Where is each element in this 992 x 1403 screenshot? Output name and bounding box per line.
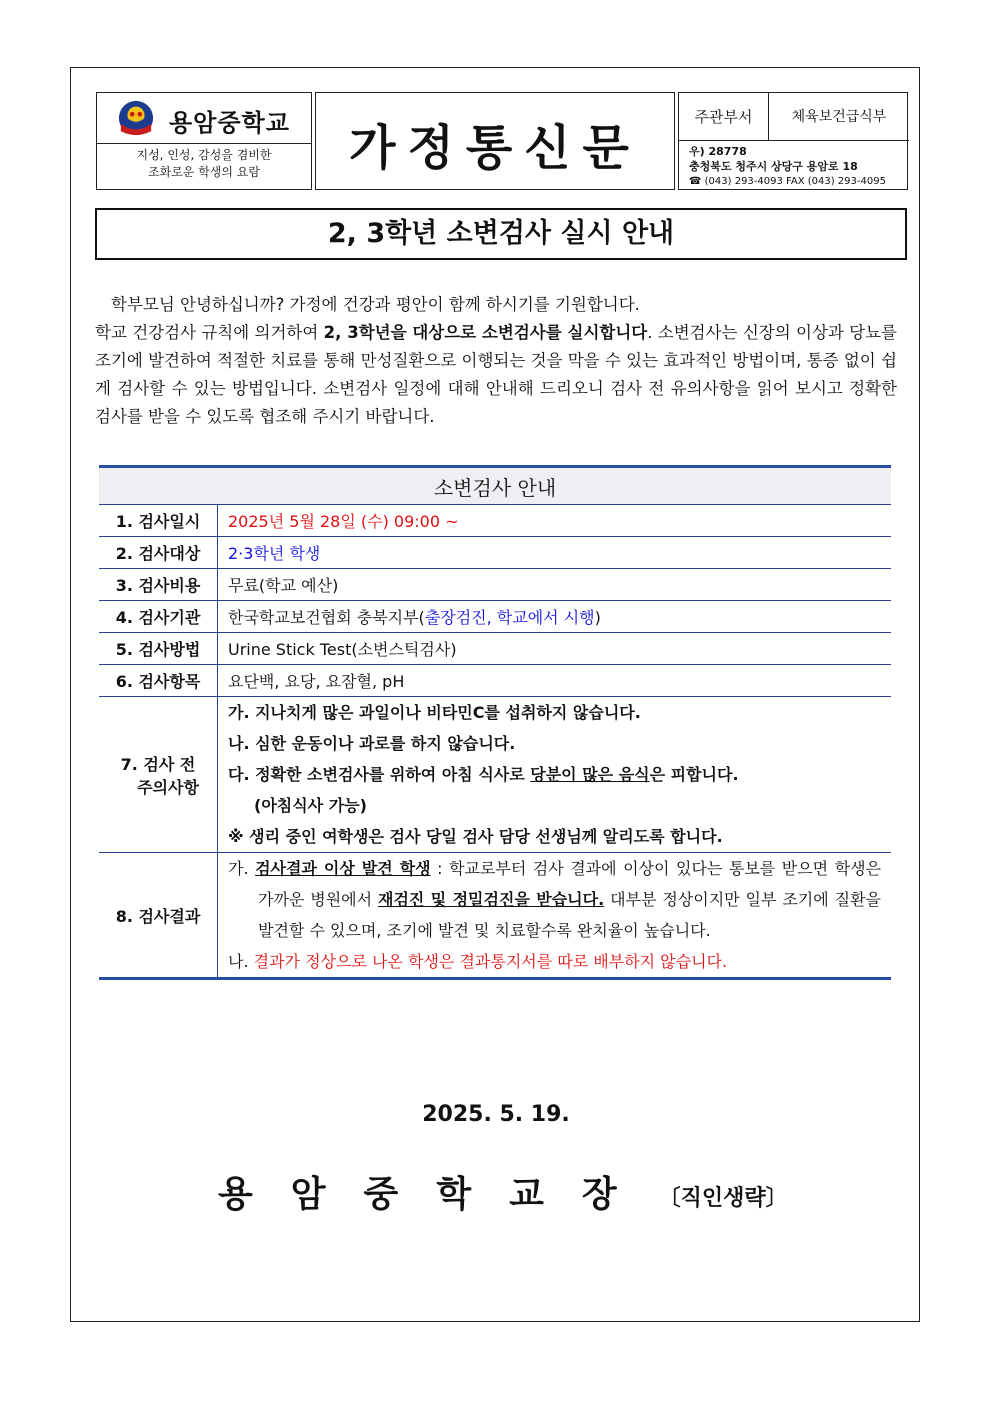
page-title: 가정통신문: [349, 120, 641, 176]
row-label: 6. 검사항목: [99, 665, 218, 697]
signature-line: [218, 1166, 788, 1217]
row-label: 5. 검사방법: [99, 633, 218, 665]
result-highlight: 재검진 및 정밀검진을 받습니다.: [378, 890, 605, 909]
row-value: Urine Stick Test(소변스틱검사): [218, 633, 892, 665]
row-label: 1. 검사일시: [99, 505, 218, 537]
row-value: 무료(학교 예산): [218, 569, 892, 601]
result-list: [218, 853, 892, 979]
caution-list: [218, 697, 892, 853]
intro-part: . 소변검사는 신장의 이상과 당뇨를 조기에 발견하여 적절한 치료를 통해 만성질환으로 이행되는 것을 막을 수 있는 효과적인 방법이며, 통증 없이 쉽게 검사할 수 있는 방법입니다. 소변검사 일정에 대해 안내해 드리오니 검사 전 유의사항을 읽어 보시고 정확한 검사를 받을 수 있도록 협조해 주시기 바랍니다.: [95, 323, 897, 426]
greeting: 학부모님 안녕하십니까? 가정에 건강과 평안이 함께 하시기를 기원합니다.: [111, 295, 640, 314]
label-line: 7. 검사 전: [120, 754, 196, 774]
result-highlight: 검사결과 이상 발견 학생: [255, 859, 431, 878]
table-row: [99, 569, 891, 601]
school-box: [96, 92, 312, 190]
school-logo-icon: [117, 99, 155, 137]
school-name: 용암중학교: [169, 109, 290, 137]
result-item: [228, 853, 881, 946]
caution-item: 나. 심한 운동이나 과로를 하지 않습니다.: [228, 734, 516, 753]
row-value: 요단백, 요당, 요잠혈, pH: [218, 665, 892, 697]
notice-subject: 2, 3학년 소변검사 실시 안내: [95, 208, 907, 260]
table-row: [99, 697, 891, 853]
caution-item: 가. 지나치게 많은 과일이나 비타민C를 섭취하지 않습니다.: [228, 703, 641, 722]
row-label: 3. 검사비용: [99, 569, 218, 601]
caution-note: ※ 생리 중인 여학생은 검사 당일 검사 담당 선생님께 알리도록 합니다.: [228, 827, 723, 846]
dept-value: 체육보건급식부: [769, 93, 909, 141]
school-motto: [97, 147, 311, 181]
label-line: 주의사항: [137, 777, 199, 797]
letterhead: [96, 92, 908, 190]
motto-line: 조화로운 학생의 요람: [148, 165, 260, 179]
table-row: [99, 537, 891, 569]
row-label: 4. 검사기관: [99, 601, 218, 633]
info-box: [678, 92, 908, 190]
value-highlight: 출장검진, 학교에서 시행: [424, 608, 595, 627]
result-item: [228, 946, 881, 977]
row-value: [218, 601, 892, 633]
item-prefix: 가.: [228, 859, 256, 878]
title-box: [315, 92, 675, 190]
intro-text: [95, 291, 897, 431]
guide-table: [99, 465, 891, 980]
intro-paragraph: [95, 319, 897, 431]
row-value: 2025년 5월 28일 (수) 09:00 ~: [218, 505, 892, 537]
dept-label: 주관부서: [679, 93, 769, 141]
table-heading: 소변검사 안내: [99, 467, 891, 505]
table-row: [99, 633, 891, 665]
issue-date: 2025. 5. 19.: [422, 1102, 570, 1127]
school-name-area: [97, 93, 311, 144]
item-prefix: 나.: [228, 952, 254, 971]
row-label: 2. 검사대상: [99, 537, 218, 569]
caution-part: 다. 정확한 소변검사를 위하여 아침 식사로: [228, 765, 531, 784]
postal-code: 우) 28778: [689, 145, 747, 158]
result-red-text: 결과가 정상으로 나온 학생은 결과통지서를 따로 배부하지 않습니다.: [253, 952, 728, 971]
seal-note: 〔직인생략〕: [658, 1185, 788, 1211]
caution-underline: 당분이 많은 음식: [530, 765, 650, 784]
caution-part: 은 피합니다.: [649, 765, 739, 784]
table-row: [99, 601, 891, 633]
row-label: [99, 697, 218, 853]
intro-part: 학교 건강검사 규칙에 의거하여: [95, 323, 324, 342]
value-part: 한국학교보건협회 충북지부(: [228, 608, 425, 627]
school-address: [689, 144, 886, 189]
table-row: [99, 665, 891, 697]
caution-subnote: (아침식사 가능): [254, 796, 367, 815]
table-header-row: [99, 467, 891, 505]
value-part: ): [594, 608, 601, 627]
contact-line: ☎ (043) 293-4093 FAX (043) 293-4095: [689, 176, 886, 187]
table-row: [99, 505, 891, 537]
principal-title: 용암중학교장: [218, 1174, 655, 1215]
caution-item: [228, 759, 881, 790]
intro-highlight: 2, 3학년을 대상으로 소변검사를 실시합니다: [323, 323, 648, 342]
result-part: 대부분 정상이지만 일부 조기에 질환을 발견할 수 있으며, 조기에 발견 및 치료할수록 완치율이 높습니다.: [258, 890, 881, 940]
address-line: 충청북도 청주시 상당구 용암로 18: [689, 160, 858, 173]
motto-line: 지성, 인성, 감성을 겸비한: [136, 148, 272, 162]
table-row: [99, 853, 891, 979]
row-label: 8. 검사결과: [99, 853, 218, 979]
result-part: : 학교로부터 검사 결과에 이상이 있다는 통보를 받으면 학생은 가까운 병원에서: [258, 859, 881, 909]
row-value: 2·3학년 학생: [218, 537, 892, 569]
